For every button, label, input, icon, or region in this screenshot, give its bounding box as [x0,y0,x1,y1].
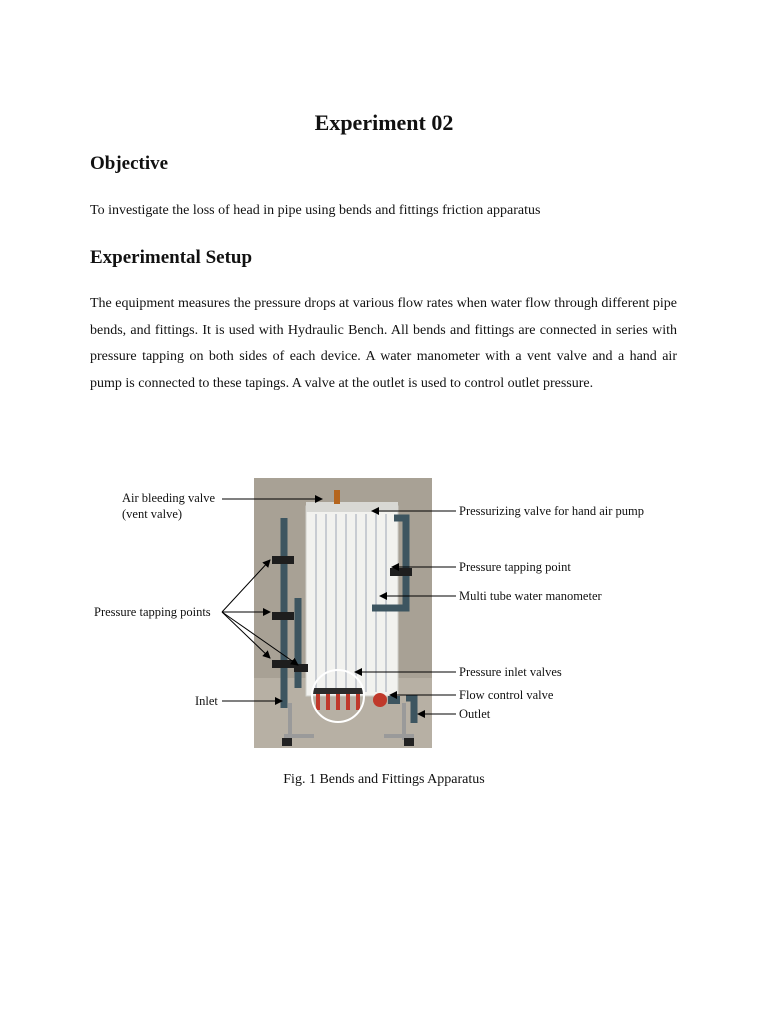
label-air-bleeding-valve: Air bleeding valve [122,491,216,505]
setup-text: The equipment measures the pressure drops at various flow rates when water flow through different pipe bends, and fittings. It is used with Hydraulic Bench. All bends and fittings are connected in series with pressure tapping on both sides of each device. A water manometer with a vent valve and a hand air pump is connected to these tapings. A valve at the outlet is used to control outlet pressure. [90,296,677,391]
label-outlet: Outlet [459,707,491,721]
setup-heading: Experimental Setup [90,247,253,268]
label-pressure-tapping-point: Pressure tapping point [459,560,571,574]
label-pressure-inlet-valves: Pressure inlet valves [459,665,562,679]
objective-heading: Objective [90,153,169,174]
label-flow-control-valve: Flow control valve [459,688,554,702]
label-pressurizing-valve: Pressurizing valve for hand air pump [459,504,645,518]
objective-text: To investigate the loss of head in pipe using bends and fittings friction apparatus [90,203,541,218]
label-inlet: Inlet [195,694,218,708]
apparatus-figure [0,470,768,760]
figure-caption: Fig. 1 Bends and Fittings Apparatus [283,772,485,787]
page-title: Experiment 02 [314,110,454,135]
label-pressure-tapping-points: Pressure tapping points [94,605,211,619]
label-multi-tube-manometer: Multi tube water manometer [459,589,602,603]
label-vent-valve: (vent valve) [122,507,183,521]
